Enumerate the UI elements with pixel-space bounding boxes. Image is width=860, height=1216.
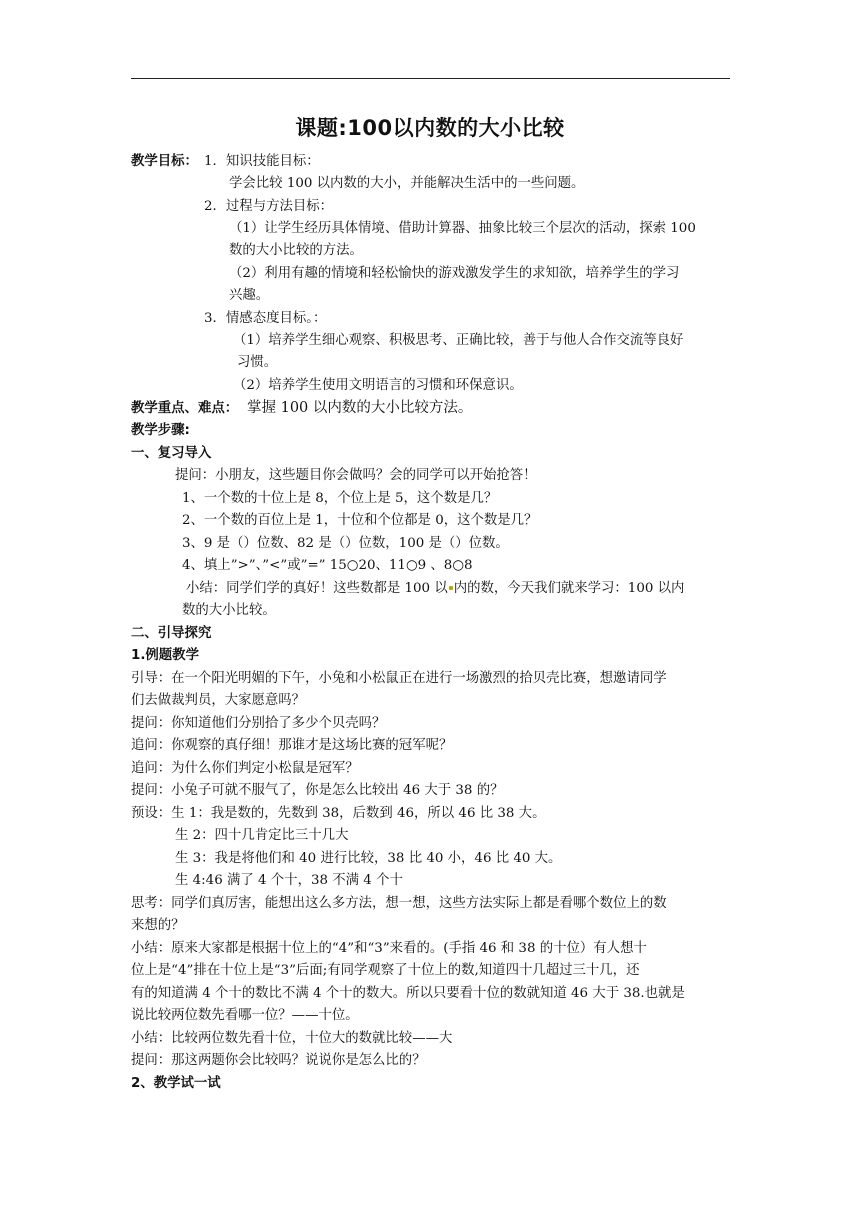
goal1-heading: 1．知识技能目标： [204, 154, 320, 169]
sec1-line6 [186, 580, 684, 598]
sec1-line1: 提问：小朋友，这些题目你会做吗？会的同学可以开始抢答！ [175, 468, 537, 483]
goal2-item1-line1: （1）让学生经历具体情境、借助计算器、抽象比较三个层次的活动，探索 100 [229, 221, 696, 236]
sec2-line11: 思考：同学们真厉害，能想出这么多方法，想一想，这些方法实际上都是看哪个数位上的数 [131, 896, 667, 911]
sec1-line6-part2: 内的数，今天我们就来学习：100 以内 [453, 581, 685, 596]
sec2-line10: 生 4:46 满了 4 个十，38 不满 4 个十 [175, 873, 403, 888]
section2-sub1: 1.例题教学 [131, 648, 199, 663]
section2-heading: 二、引导探究 [131, 626, 212, 641]
goal3-item1-line2: 习惯。 [237, 355, 278, 370]
sec2-line2: 们去做裁判员，大家愿意吗？ [131, 693, 306, 708]
sec1-line4: 3、9 是（）位数、82 是（）位数，100 是（）位数。 [182, 536, 509, 551]
sec2-line16: 说比较两位数先看哪一位？——十位。 [131, 1008, 359, 1023]
goal3-heading: 3．情感态度目标。： [204, 311, 327, 326]
sec2-line8: 生 2：四十几肯定比三十几大 [175, 828, 349, 843]
steps-label: 教学步骤: [131, 423, 190, 438]
sec2-line18: 提问：那这两题你会比较吗？说说你是怎么比的？ [131, 1053, 426, 1068]
sec1-line5: 4、填上”>”、”<”或”=” 15○20、11○9 、8○8 [182, 558, 473, 573]
sec2-line6: 提问：小兔子可就不服气了，你是怎么比较出 46 大于 38 的？ [131, 783, 504, 798]
cursor-mark-icon [449, 586, 453, 590]
goal3-item2-line1: （2）培养学生使用文明语言的习惯和环保意识。 [233, 378, 523, 393]
section2-sub2: 2、教学试一试 [131, 1076, 221, 1091]
sec2-line9: 生 3：我是将他们和 40 进行比较，38 比 40 小，46 比 40 大。 [175, 851, 562, 866]
sec2-line14: 位上是“4”排在十位上是“3”后面;有同学观察了十位上的数,知道四十几超过三十几，还 [131, 963, 640, 978]
key-label: 教学重点、难点： [131, 401, 239, 416]
goal3-item1-line1: （1）培养学生细心观察、积极思考、正确比较，善于与他人合作交流等良好 [233, 333, 684, 348]
sec2-line13: 小结：原来大家都是根据十位上的“4”和“3”来看的。(手指 46 和 38 的十位）有人想十 [131, 941, 647, 956]
sec2-line4: 追问：你观察的真仔细！那谁才是这场比赛的冠军呢？ [131, 738, 453, 753]
header-rule [131, 78, 730, 79]
sec1-line6-part1: 小结：同学们学的真好！这些数都是 100 以 [186, 581, 448, 596]
lesson-title: 课题:100以内数的大小比较 [295, 116, 565, 140]
sec2-line7: 预设：生 1：我是数的，先数到 38，后数到 46，所以 46 比 38 大。 [131, 806, 546, 821]
sec1-line2: 1、一个数的十位上是 8，个位上是 5，这个数是几？ [182, 491, 498, 506]
goal2-heading: 2．过程与方法目标： [204, 199, 334, 214]
sec2-line1: 引导：在一个阳光明媚的下午，小兔和小松鼠正在进行一场激烈的拾贝壳比赛，想邀请同学 [131, 671, 667, 686]
key-text: 掌握 100 以内数的大小比较方法。 [247, 400, 473, 416]
goals-label: 教学目标： [131, 154, 198, 169]
sec2-line3: 提问：你知道他们分别拾了多少个贝壳吗？ [131, 716, 386, 731]
sec2-line5: 追问：为什么你们判定小松鼠是冠军？ [131, 761, 359, 776]
sec2-line12: 来想的？ [131, 918, 185, 933]
sec2-line17: 小结：比较两位数先看十位，十位大的数就比较——大 [131, 1031, 453, 1046]
sec1-line3: 2、一个数的百位上是 1，十位和个位都是 0，这个数是几？ [182, 513, 538, 528]
section1-heading: 一、复习导入 [131, 446, 212, 461]
goal2-item2-line1: （2）利用有趣的情境和轻松愉快的游戏激发学生的求知欲，培养学生的学习 [229, 266, 680, 281]
sec2-line15: 有的知道满 4 个十的数比不满 4 个十的数大。所以只要看十位的数就知道 46 大于 38.也就是 [131, 986, 685, 1001]
goal2-item1-line2: 数的大小比较的方法。 [229, 243, 363, 258]
goal2-item2-line2: 兴趣。 [229, 288, 270, 303]
goal1-text: 学会比较 100 以内数的大小，并能解决生活中的一些问题。 [229, 176, 585, 191]
sec1-line7: 数的大小比较。 [182, 603, 276, 618]
